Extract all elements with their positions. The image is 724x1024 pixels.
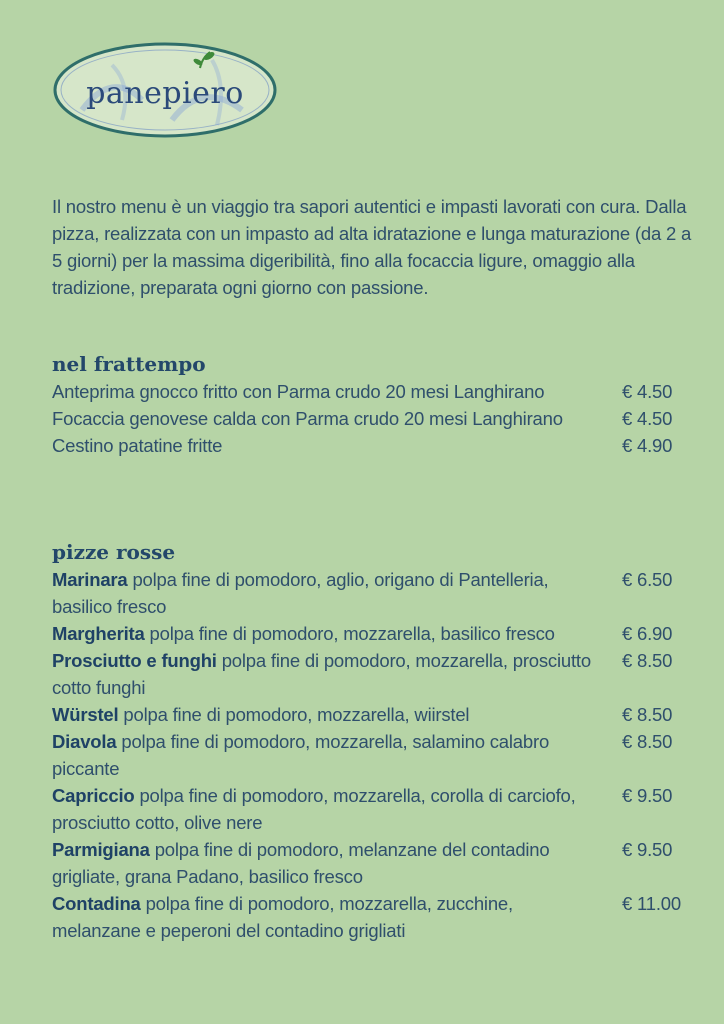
brand-logo (52, 40, 278, 140)
item-price: € 8.50 (622, 650, 673, 671)
item-text: Anteprima gnocco fritto con Parma crudo 20 mesi Langhirano (52, 381, 545, 402)
item-price: € 8.50 (622, 731, 673, 752)
section-pizze-rosse (52, 539, 692, 944)
item-text: Prosciutto e funghi polpa fine di pomodoro, mozzarella, prosciutto cotto funghi (52, 650, 591, 698)
menu-item (52, 701, 692, 728)
item-price: € 4.50 (622, 381, 673, 402)
item-text: Capriccio polpa fine di pomodoro, mozzarella, corolla di carciofo, prosciutto cotto, olive nere (52, 785, 576, 833)
menu-item (52, 728, 692, 782)
item-text: Contadina polpa fine di pomodoro, mozzarella, zucchine, melanzane e peperoni del contadino grigliati (52, 893, 513, 941)
brand-name: panepiero (86, 75, 244, 111)
section-nel-frattempo (52, 351, 692, 459)
item-price: € 8.50 (622, 704, 673, 725)
menu-item (52, 836, 692, 890)
menu-item (52, 378, 692, 405)
item-text: Würstel polpa fine di pomodoro, mozzarella, wiirstel (52, 704, 470, 725)
item-price: € 6.50 (622, 569, 673, 590)
item-text: Cestino patatine fritte (52, 435, 223, 456)
menu-item (52, 432, 692, 459)
section-title: pizze rosse (52, 540, 176, 564)
menu-item (52, 620, 692, 647)
menu-item (52, 782, 692, 836)
menu-item (52, 405, 692, 432)
item-price: € 4.90 (622, 435, 673, 456)
item-price: € 9.50 (622, 839, 673, 860)
item-text: Focaccia genovese calda con Parma crudo 20 mesi Langhirano (52, 408, 563, 429)
intro-paragraph: Il nostro menu è un viaggio tra sapori autentici e impasti lavorati con cura. Dalla pizza, realizzata con un impasto ad alta idratazione e lunga maturazione (da 2 a 5 giorni) per la massima digeribilità, fino alla focaccia ligure, omaggio alla tradizione, preparata ogni giorno con passione. (52, 196, 692, 298)
section-title: nel frattempo (52, 352, 206, 376)
item-text: Diavola polpa fine di pomodoro, mozzarella, salamino calabro piccante (52, 731, 550, 779)
menu-item (52, 647, 692, 701)
item-text: Marinara polpa fine di pomodoro, aglio, origano di Pantelleria, basilico fresco (52, 569, 549, 617)
item-text: Parmigiana polpa fine di pomodoro, melanzane del contadino grigliate, grana Padano, basilico fresco (52, 839, 550, 887)
menu-item (52, 890, 692, 944)
item-price: € 6.90 (622, 623, 673, 644)
item-text: Margherita polpa fine di pomodoro, mozzarella, basilico fresco (52, 623, 555, 644)
item-price: € 9.50 (622, 785, 673, 806)
item-price: € 4.50 (622, 408, 673, 429)
menu-item (52, 566, 692, 620)
item-price: € 11.00 (622, 893, 681, 914)
